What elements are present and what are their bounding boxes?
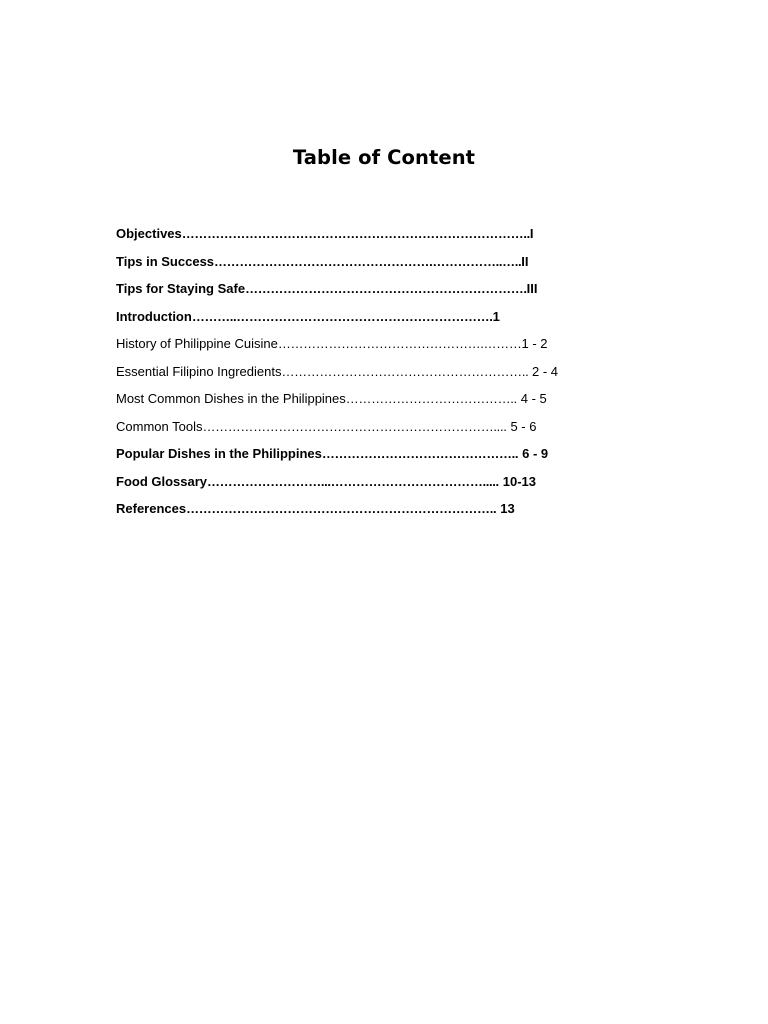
toc-leader-dots: ……………………………………………………………………….. [181, 226, 530, 241]
toc-leader-dots: ………..……………………………………………………. [191, 308, 493, 324]
toc-entry-label: Introduction [116, 308, 192, 324]
toc-leader-dots: ……………………………………………………………... [202, 418, 504, 434]
toc-entry-essential-filipino-ingredients [116, 361, 636, 389]
toc-page-number: . 10-13 [495, 473, 536, 489]
toc-leader-dots: ………………………………………………….. [281, 363, 529, 379]
toc-entry-introduction [116, 306, 636, 334]
toc-entry-label: Tips in Success [116, 253, 215, 269]
toc-entry-label: History of Philippine Cuisine [116, 336, 278, 351]
toc-entry-objectives [116, 223, 636, 251]
toc-page-number: III [526, 281, 538, 296]
toc-page-number: 2 - 4 [528, 363, 558, 379]
toc-entry-popular-dishes [116, 443, 636, 471]
toc-entry-label: Objectives [116, 226, 182, 241]
toc-entry-tips-in-success [116, 251, 636, 279]
toc-entry-label: Popular Dishes in the Philippines [116, 446, 322, 461]
toc-entry-label: Food Glossary [116, 473, 208, 489]
toc-leader-dots: …………………………………………………………. [245, 281, 527, 296]
toc-leader-dots: …………………………………. [345, 391, 514, 406]
toc-entry-common-tools [116, 416, 636, 444]
toc-leader-dots: ………………………………………………………………. [186, 501, 493, 516]
toc-entry-references [116, 498, 636, 526]
toc-leader-dots: ………………………...……………………………….... [207, 473, 496, 489]
page-title: Table of Content [292, 146, 476, 169]
toc-entry-label: Common Tools [116, 418, 203, 434]
toc-entry-food-glossary [116, 471, 636, 499]
toc-page-number: 1 - 2 [521, 336, 548, 351]
toc-leader-dots: ………………………………………. [321, 446, 515, 461]
toc-entry-label: Most Common Dishes in the Philippines [116, 391, 346, 406]
toc-page-number: 1 [492, 308, 500, 324]
toc-entry-label: References [116, 501, 187, 516]
toc-entry-tips-for-staying-safe [116, 278, 636, 306]
toc-page-number: I [529, 226, 534, 241]
toc-leader-dots: ………………………………………….……… [277, 336, 522, 351]
toc-leader-dots: …………………………………………….……………..….. [214, 253, 522, 269]
toc-entry-most-common-dishes [116, 388, 636, 416]
toc-page-number: . 4 - 5 [513, 391, 547, 406]
toc-entry-label: Essential Filipino Ingredients [116, 363, 282, 379]
toc-page-number: . 13 [492, 501, 515, 516]
table-of-contents [116, 223, 636, 526]
toc-page-number: . 5 - 6 [503, 418, 537, 434]
toc-entry-label: Tips for Staying Safe [116, 281, 246, 296]
toc-page-number: . 6 - 9 [514, 446, 549, 461]
toc-entry-history-of-philippine-cuisine [116, 333, 636, 361]
toc-page-number: II [521, 253, 529, 269]
